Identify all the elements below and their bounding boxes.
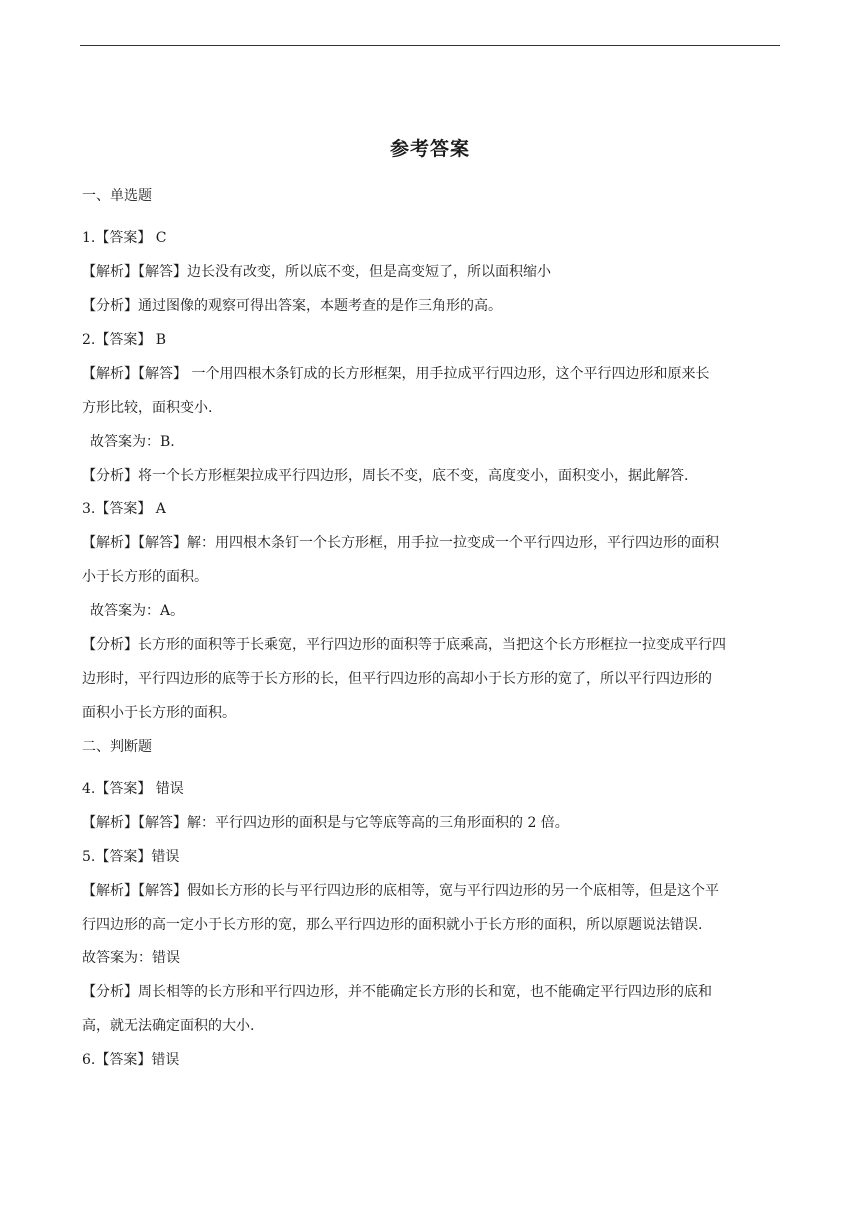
explanation-3-line-2: 边形时，平行四边形的底等于长方形的长，但平行四边形的高却小于长方形的宽了，所以平行四边形的 [82, 671, 712, 687]
explanation-5-line-1: 【分析】周长相等的长方形和平行四边形，并不能确定长方形的长和宽，也不能确定平行四边形的底和 [82, 984, 712, 1000]
conclusion-2: 故答案为：B. [90, 434, 175, 450]
explanation-3-line-1: 【分析】长方形的面积等于长乘宽，平行四边形的面积等于底乘高，当把这个长方形框拉一拉变成平行四 [82, 637, 726, 653]
section-heading-single-choice: 一、单选题 [82, 188, 152, 204]
analysis-2-line-1: 【解析】【解答】 一个用四根木条钉成的长方形框架，用手拉成平行四边形，这个平行四边形和原来长 [82, 366, 710, 382]
answer-5: 5.【答案】错误 [82, 849, 180, 865]
answer-2: 2.【答案】 B [82, 332, 167, 348]
analysis-5-line-1: 【解析】【解答】假如长方形的长与平行四边形的底相等，宽与平行四边形的另一个底相等，但是这个平 [82, 883, 719, 899]
explanation-3-line-3: 面积小于长方形的面积。 [82, 705, 236, 721]
section-heading-true-false: 二、判断题 [82, 739, 152, 755]
analysis-1: 【解析】【解答】边长没有改变，所以底不变，但是高变短了，所以面积缩小 [82, 264, 551, 280]
analysis-2-line-2: 方形比较，面积变小. [82, 400, 213, 416]
explanation-2: 【分析】将一个长方形框架拉成平行四边形，周长不变，底不变，高度变小，面积变小，据此解答. [82, 468, 689, 484]
answer-6: 6.【答案】错误 [82, 1052, 180, 1068]
explanation-5-line-2: 高，就无法确定面积的大小. [82, 1018, 255, 1034]
page-title: 参考答案 [389, 138, 470, 160]
analysis-3-line-2: 小于长方形的面积。 [82, 569, 208, 585]
conclusion-5: 故答案为：错误 [82, 950, 180, 966]
explanation-1: 【分析】通过图像的观察可得出答案，本题考查的是作三角形的高。 [82, 298, 502, 314]
answer-4: 4.【答案】 错误 [82, 781, 184, 797]
conclusion-3: 故答案为：A。 [90, 603, 185, 619]
answer-1: 1.【答案】 C [82, 230, 167, 246]
header-rule [80, 45, 780, 46]
analysis-3-line-1: 【解析】【解答】解：用四根木条钉一个长方形框，用手拉一拉变成一个平行四边形，平行四边形的面积 [82, 535, 719, 551]
analysis-4: 【解析】【解答】解：平行四边形的面积是与它等底等高的三角形面积的 2 倍。 [82, 815, 569, 831]
analysis-5-line-2: 行四边形的高一定小于长方形的宽，那么平行四边形的面积就小于长方形的面积，所以原题说法错误. [82, 917, 703, 933]
answer-3: 3.【答案】 A [82, 501, 166, 517]
